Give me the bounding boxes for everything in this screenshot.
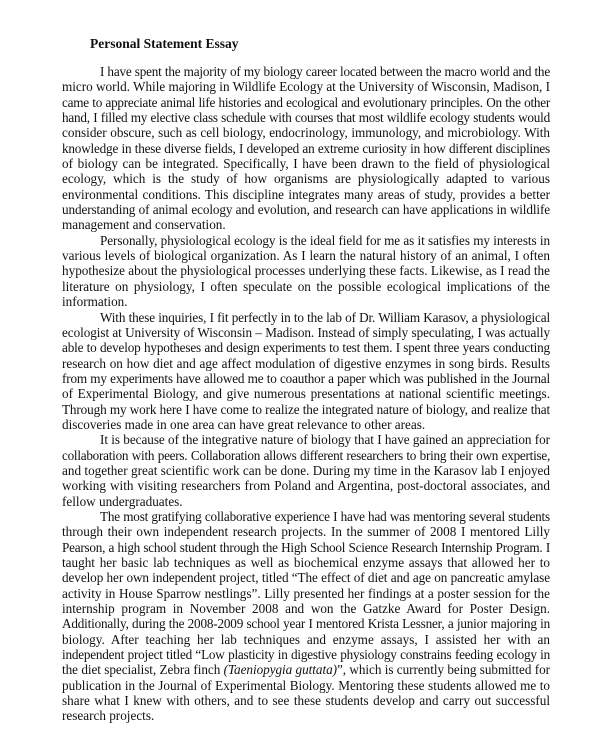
paragraph-line: hand, I filled my elective class schedule with courses that most wildlife ecology students would: [62, 110, 550, 126]
essay-paragraph: [62, 64, 550, 233]
paragraph-line: share what I knew with others, and to see these students develop and carry out successful: [62, 693, 550, 709]
paragraph-line: environmental conditions. This discipline integrates many areas of study, provides a better: [62, 186, 550, 202]
paragraph-line: With these inquiries, I fit perfectly in to the lab of Dr. William Karasov, a physiological: [100, 309, 550, 325]
paragraph-line: understanding of animal ecology and evolution, and research can have applications in wildlife: [62, 202, 550, 218]
paragraph-line: through their own independent research projects. In the summer of 2008 I mentored Lilly: [62, 524, 550, 540]
paragraph-line: independent project titled “Low plasticity in digestive physiology constrains feeding ecology in: [62, 647, 550, 663]
essay-paragraph: [62, 310, 550, 433]
paragraph-line: and together great scientific work can be done. During my time in the Karasov lab I enjoyed: [62, 462, 550, 478]
species-name-italic: (Taeniopygia guttata): [223, 662, 337, 678]
document-title: Personal Statement Essay: [90, 36, 239, 51]
essay-body: [62, 64, 550, 724]
paragraph-line: fellow undergraduates.: [62, 493, 183, 509]
essay-paragraph: [62, 432, 550, 509]
paragraph-line: Personally, physiological ecology is the ideal field for me as it satisfies my interests in: [100, 232, 550, 248]
paragraph-line: micro world. While majoring in Wildlife Ecology at the University of Wisconsin, Madison, I: [62, 79, 550, 95]
paragraph-line: biology. After teaching her lab techniques and enzyme assays, I assisted her with an: [62, 631, 550, 647]
paragraph-line: [62, 662, 550, 677]
paragraph-line: Additionally, during the 2008-2009 school year I mentored Krista Lessner, a junior majoring in: [62, 616, 550, 632]
paragraph-line: hypothesize about the physiological processes underlying these facts. Likewise, as I read the: [62, 263, 550, 279]
paragraph-line: ecologist at University of Wisconsin – Madison. Instead of simply speculating, I was actually: [62, 324, 550, 340]
paragraph-line: research on how diet and age affect modulation of digestive enzymes in song birds. Results: [62, 355, 550, 371]
paragraph-line: working with visiting researchers from Poland and Argentina, post-doctoral associates, and: [62, 478, 550, 494]
paragraph-line: Pearson, a high school student through the High School Science Research Internship Program. I: [62, 539, 550, 555]
paragraph-line: able to develop hypotheses and design experiments to test them. I spent three years conducting: [62, 340, 550, 356]
paragraph-line: of Experimental Biology, and give numerous presentations at national scientific meetings.: [62, 386, 550, 402]
paragraph-line: of biology can be integrated. Specifically, I have been drawn to the field of physiological: [62, 156, 550, 172]
paragraph-line: collaboration with peers. Collaboration allows different researchers to bring their own expertise,: [62, 447, 550, 463]
paragraph-line: The most gratifying collaborative experience I have had was mentoring several students: [100, 508, 550, 524]
essay-paragraph: [62, 509, 550, 724]
paragraph-line: Through my work here I have come to realize the integrated nature of biology, and realize that: [62, 401, 550, 417]
paragraph-line: management and conservation.: [62, 217, 226, 233]
paragraph-line: various levels of biological organization. As I learn the natural history of an animal, I often: [62, 248, 550, 264]
paragraph-line: taught her basic lab techniques as well as biochemical enzyme assays that allowed her to: [62, 555, 550, 570]
paragraph-line: develop her own independent project, titled “The effect of diet and age on pancreatic amylase: [62, 570, 550, 586]
paragraph-line: internship program in November 2008 and won the Gatzke Award for Poster Design.: [62, 601, 550, 617]
paragraph-line: ecology, which is the study of how organisms are physiologically adapted to various: [62, 171, 550, 187]
paragraph-line: research projects.: [62, 708, 155, 724]
paragraph-line: discoveries made in one area can have great relevance to other areas.: [62, 416, 426, 432]
paragraph-line: information.: [62, 294, 128, 310]
paragraph-line: came to appreciate animal life histories and ecological and evolutionary principles. On the other: [62, 94, 550, 110]
paragraph-line: from my experiments have allowed me to coauthor a paper which was published in the Journal: [62, 370, 550, 386]
paragraph-line: publication in the Journal of Experimental Biology. Mentoring these students allowed me to: [62, 677, 550, 693]
essay-paragraph: [62, 233, 550, 310]
paragraph-line: It is because of the integrative nature of biology that I have gained an appreciation for: [100, 432, 550, 448]
paragraph-line: consider obscure, such as cell biology, endocrinology, immunology, and microbiology. With: [62, 125, 550, 141]
paragraph-line: I have spent the majority of my biology career located between the macro world and the: [100, 64, 550, 79]
line-text: ”, which is currently being submitted for: [337, 662, 551, 678]
paragraph-line: knowledge in these diverse fields, I developed an extreme curiosity in how different disciplines: [62, 140, 550, 156]
line-text: the diet specialist, Zebra finch: [62, 662, 224, 678]
paragraph-line: activity in House Sparrow nestlings”. Lilly presented her findings at a poster session for the: [62, 585, 550, 601]
paragraph-line: literature on physiology, I often speculate on the possible ecological implications of the: [62, 278, 550, 294]
